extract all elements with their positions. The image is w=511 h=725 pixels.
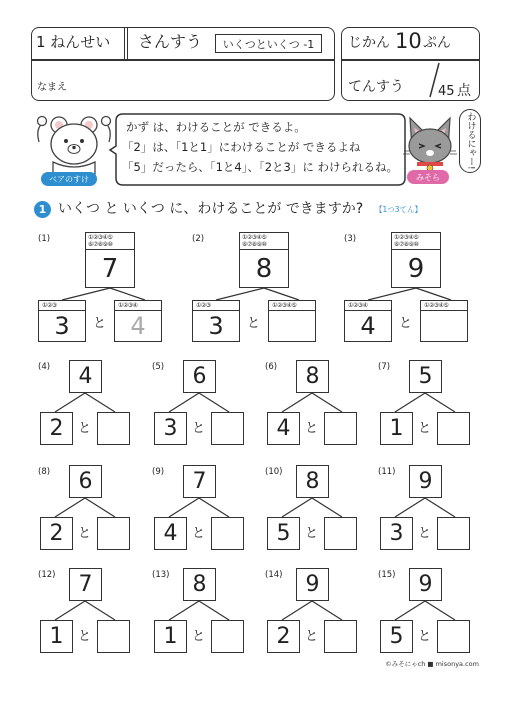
connector-line [425,498,455,517]
connector-line [110,288,145,300]
connector-line [395,601,425,620]
time-value: 10 [395,29,422,53]
connector-to: と [418,421,432,436]
problem-label: (13) [152,570,170,580]
connector-to: と [78,421,92,436]
counter-dots: ①②③④ [118,302,138,309]
problem-label: (7) [378,362,391,372]
answer-box[interactable] [211,412,244,445]
connector-to: と [305,526,319,541]
left-part-number: 3 [380,517,413,550]
connector-line [312,601,342,620]
connector-line [264,288,299,300]
connector-to: と [192,629,206,644]
counter-dots: ⑥⑦⑧⑨⑩ [242,241,267,248]
grade-label: 1 ねんせい [36,33,111,51]
connector-line [169,498,199,517]
problem-label: (8) [38,467,51,477]
problem-label: (10) [265,467,283,477]
connector-line [282,393,312,412]
counter-dots: ①②③ [42,302,57,309]
top-number: 8 [255,253,273,284]
left-part-number: 4 [360,312,376,340]
score-total: 45 [438,84,455,99]
left-part-number: 3 [208,312,224,340]
connector-line [169,393,199,412]
connector-to: と [305,421,319,436]
answer-box[interactable] [324,412,357,445]
counter-dots: ①②③④⑤ [242,234,267,241]
connector-line [425,601,455,620]
right-part-number: 4 [130,312,146,340]
connector-line [55,498,85,517]
left-part-number: 4 [267,412,300,445]
connector-to: と [192,526,206,541]
connector-line [85,393,115,412]
time-unit: ぷん [423,35,451,51]
top-number-box: 8 [296,360,329,393]
cat-name: みそら [416,172,440,182]
left-part-number: 3 [154,412,187,445]
counter-dots: ①②③④⑤ [394,234,419,241]
unit-label: いくつといくつ -1 [222,37,315,51]
cat-speech: わけるにゃー! [465,112,476,170]
answer-box[interactable] [211,517,244,550]
top-number-box: 7 [183,465,216,498]
problem-label: (12) [38,570,56,580]
connector-to: と [418,629,432,644]
connector-line [216,288,264,300]
intro-line-3: 「5」だったら、「1と4」、「2と3」に わけられるね。 [122,160,398,174]
answer-box[interactable] [211,620,244,653]
right-part-number [420,311,468,341]
connector-line [282,498,312,517]
right-part-number [268,311,316,341]
connector-to: と [78,629,92,644]
connector-line [395,498,425,517]
intro-line-1: かず は、わけることが できるよ。 [126,120,306,134]
top-number-box: 9 [296,568,329,601]
connector-line [199,393,229,412]
connector-line [199,601,229,620]
counter-dots: ⑥⑦⑧⑨⑩ [88,241,113,248]
footer-credit: ©みそにゃch ■ misonya.com [385,660,479,668]
counter-dots: ①②③ [196,302,211,309]
connector-line [312,393,342,412]
counter-dots: ①②③④⑤ [272,302,297,309]
connector-to: と [305,629,319,644]
intro-line-2: 「2」は、「1と1」にわけることが できるよね [122,140,361,154]
connector-to: と [399,316,413,331]
connector-line [282,601,312,620]
counter-dots: ①②③④ [348,302,368,309]
answer-box[interactable] [437,620,470,653]
connector-line [199,498,229,517]
problem-label: (9) [152,467,165,477]
answer-box[interactable] [437,517,470,550]
answer-box[interactable] [324,620,357,653]
answer-box[interactable] [97,517,130,550]
answer-box[interactable] [324,517,357,550]
left-part-number: 2 [40,517,73,550]
connector-line [55,393,85,412]
left-part-number: 2 [267,620,300,653]
problem-label: (3) [344,234,357,244]
connector-line [395,393,425,412]
left-part-number: 1 [154,620,187,653]
problem-label: (6) [265,362,278,372]
counter-dots: ①②③④⑤ [424,302,449,309]
problem-label: (11) [378,467,396,477]
top-number-box: 4 [69,360,102,393]
section-points: 【1つ3てん】 [375,205,423,214]
connector-line [425,393,455,412]
answer-box[interactable] [97,412,130,445]
problem-label: (5) [152,362,165,372]
connector-line [85,601,115,620]
left-part-number: 5 [380,620,413,653]
connector-to: と [192,421,206,436]
counter-dots: ⑥⑦⑧⑨⑩ [394,241,419,248]
answer-box[interactable] [97,620,130,653]
top-number-box: 5 [409,360,442,393]
section-title: いくつ と いくつ に、わけることが できますか? [58,201,364,217]
left-part-number: 1 [40,620,73,653]
left-part-number: 2 [40,412,73,445]
connector-to: と [78,526,92,541]
connector-to: と [418,526,432,541]
name-label: なまえ [37,82,67,93]
top-number-box: 9 [409,465,442,498]
top-number: 9 [407,253,425,284]
counter-dots: ①②③④⑤ [88,234,113,241]
top-number-box: 9 [409,568,442,601]
left-part-number: 3 [54,312,70,340]
bear-name: ベアのすけ [49,174,89,184]
connector-line [169,601,199,620]
score-label: てんすう [348,79,404,95]
connector-line [368,288,416,300]
connector-line [416,288,451,300]
top-number-box: 7 [69,568,102,601]
problem-label: (1) [38,234,51,244]
left-part-number: 4 [154,517,187,550]
connector-to: と [247,316,261,331]
top-number-box: 8 [296,465,329,498]
problem-label: (2) [192,234,205,244]
left-part-number: 5 [267,517,300,550]
connector-line [312,498,342,517]
top-number-box: 6 [183,360,216,393]
connector-to: と [93,316,107,331]
connector-line [62,288,110,300]
connector-line [55,601,85,620]
left-part-number: 1 [380,412,413,445]
problem-label: (14) [265,570,283,580]
subject-label: さんすう [138,32,203,51]
answer-box[interactable] [437,412,470,445]
connector-line [85,498,115,517]
top-number: 7 [101,253,119,284]
top-number-box: 8 [183,568,216,601]
problem-label: (15) [378,570,396,580]
top-number-box: 6 [69,465,102,498]
section-number: 1 [38,203,47,216]
time-label: じかん [348,35,390,51]
score-unit: 点 [457,83,471,99]
problem-label: (4) [38,362,51,372]
